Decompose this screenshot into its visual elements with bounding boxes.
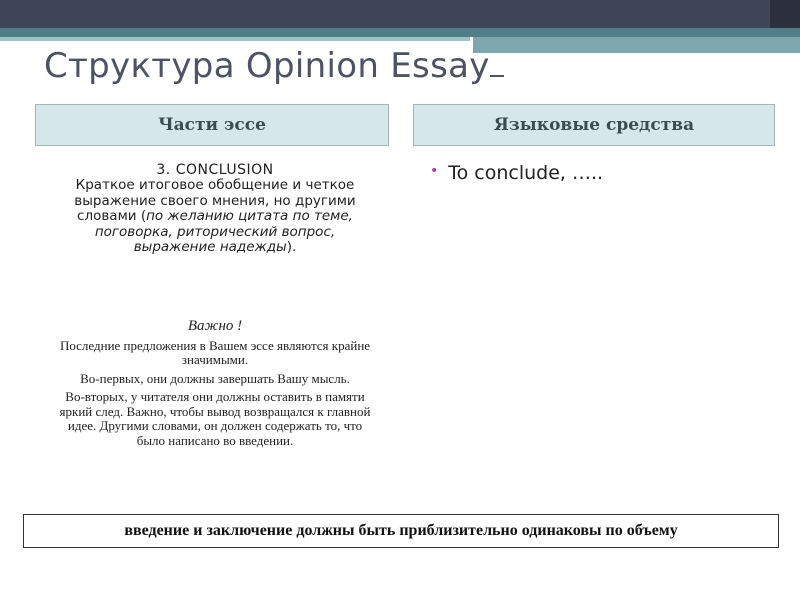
- note-paragraph-1: Последние предложения в Вашем эссе являются крайне значимыми.: [59, 337, 371, 367]
- note-paragraph-3: Во-вторых, у читателя они должны оставить в памяти яркий след. Важно, чтобы вывод возвращался к главной идее. Другими словами, он должен содержать то, что было написано во введении.: [59, 389, 371, 448]
- conclusion-summary-text: Краткое итоговое обобщение и четкое выражение своего мнения, но другими словами (: [74, 177, 356, 224]
- bullet-icon: •: [430, 162, 439, 179]
- top-decor-bar-edge: [770, 0, 800, 28]
- light-decor-band: [0, 37, 470, 41]
- conclusion-heading: 3. CONCLUSION: [156, 162, 274, 178]
- essay-parts-column: [45, 158, 385, 448]
- top-decor-bar: [0, 0, 800, 28]
- header-essay-parts: Части эссе: [35, 104, 389, 146]
- header-language-means: Языковые средства: [413, 104, 775, 146]
- bullet-text: To conclude, …..: [448, 162, 604, 184]
- language-means-column: [430, 162, 770, 184]
- footer-note-box: введение и заключение должны быть приблизительно одинаковы по объему: [23, 514, 779, 548]
- slide-title: [44, 46, 504, 86]
- conclusion-optional-text: по желанию цитата по теме, поговорка, риторический вопрос, выражение надежды: [94, 208, 353, 255]
- language-bullet-item: [430, 162, 770, 184]
- teal-decor-tab: [473, 37, 800, 53]
- important-label: Важно !: [187, 317, 243, 334]
- conclusion-description: [45, 178, 385, 256]
- note-paragraph-2: Во-первых, они должны завершать Вашу мысль.: [80, 370, 350, 386]
- title-underline-mark: [490, 47, 504, 77]
- teal-decor-band: [0, 28, 800, 37]
- conclusion-summary-close: ).: [286, 239, 297, 255]
- slide-title-text: Структура Opinion Essay: [44, 46, 490, 86]
